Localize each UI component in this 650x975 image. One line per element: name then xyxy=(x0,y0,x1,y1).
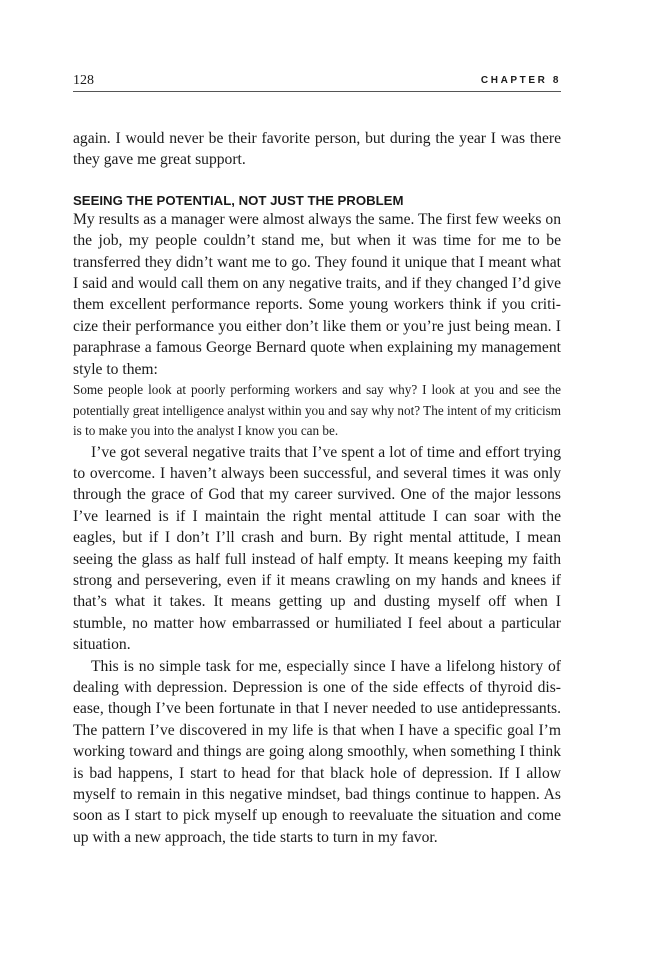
page-number: 128 xyxy=(73,73,94,88)
block-quote: Some people look at poorly performing workers and say why? I look at you and see the potentially great intelligence analyst within you and say why not? The intent of my criticism is to make you into the analyst I know you can be. xyxy=(73,382,561,439)
chapter-label: CHAPTER 8 xyxy=(480,75,561,86)
body-paragraph-3: This is no simple task for me, especially since I have a lifelong history of dealing with depression. Depression is one of the side effects of thyroid disease, though I’ve been fortunate in that I never needed to use antidepressants. The pattern I’ve discovered in my life is that when I have a specific goal I’m working toward and things are going along smoothly, when something I think is bad happens, I start to head for that black hole of depression. If I allow myself to remain in this negative mindset, bad things continue to happen. As soon as I start to pick myself up enough to reevaluate the situation and come up with a new approach, the tide starts to turn in my favor. xyxy=(73,657,561,846)
opening-paragraph: again. I would never be their favorite person, but during the year I was there they gave me great support. xyxy=(73,130,561,169)
body-paragraph-2: I’ve got several negative traits that I’ve spent a lot of time and effort trying to overcome. I haven’t always been successful, and several times it was only through the grace of God that my career survived. One of the major lessons I’ve learned is if I maintain the right mental attitude I can soar with the eagles, but if I don’t I’ll crash and burn. By right mental attitude, I mean seeing the glass as half full instead of half empty. It means keeping my faith strong and persevering, even if it means crawling on my hands and knees if that’s what it takes. It means getting up and dusting myself off when I stumble, no matter how embarrassed or humiliated I feel about a particular situation. xyxy=(73,443,561,654)
section-heading: SEEING THE POTENTIAL, NOT JUST THE PROBLEM xyxy=(73,192,404,208)
running-head xyxy=(73,73,561,92)
page-body xyxy=(73,128,561,848)
body-paragraph-1: My results as a manager were almost always the same. The first few weeks on the job, my people couldn’t stand me, but when it was time for me to be transferred they didn’t want me to go. They found it unique that I meant what I said and would call them on any negative traits, and if they changed I’d give them excellent performance reports. Some young workers think if you criticize their performance you either don’t like them or you’re just being mean. I paraphrase a famous George Bernard quote when explaining my management style to them: xyxy=(73,210,561,378)
